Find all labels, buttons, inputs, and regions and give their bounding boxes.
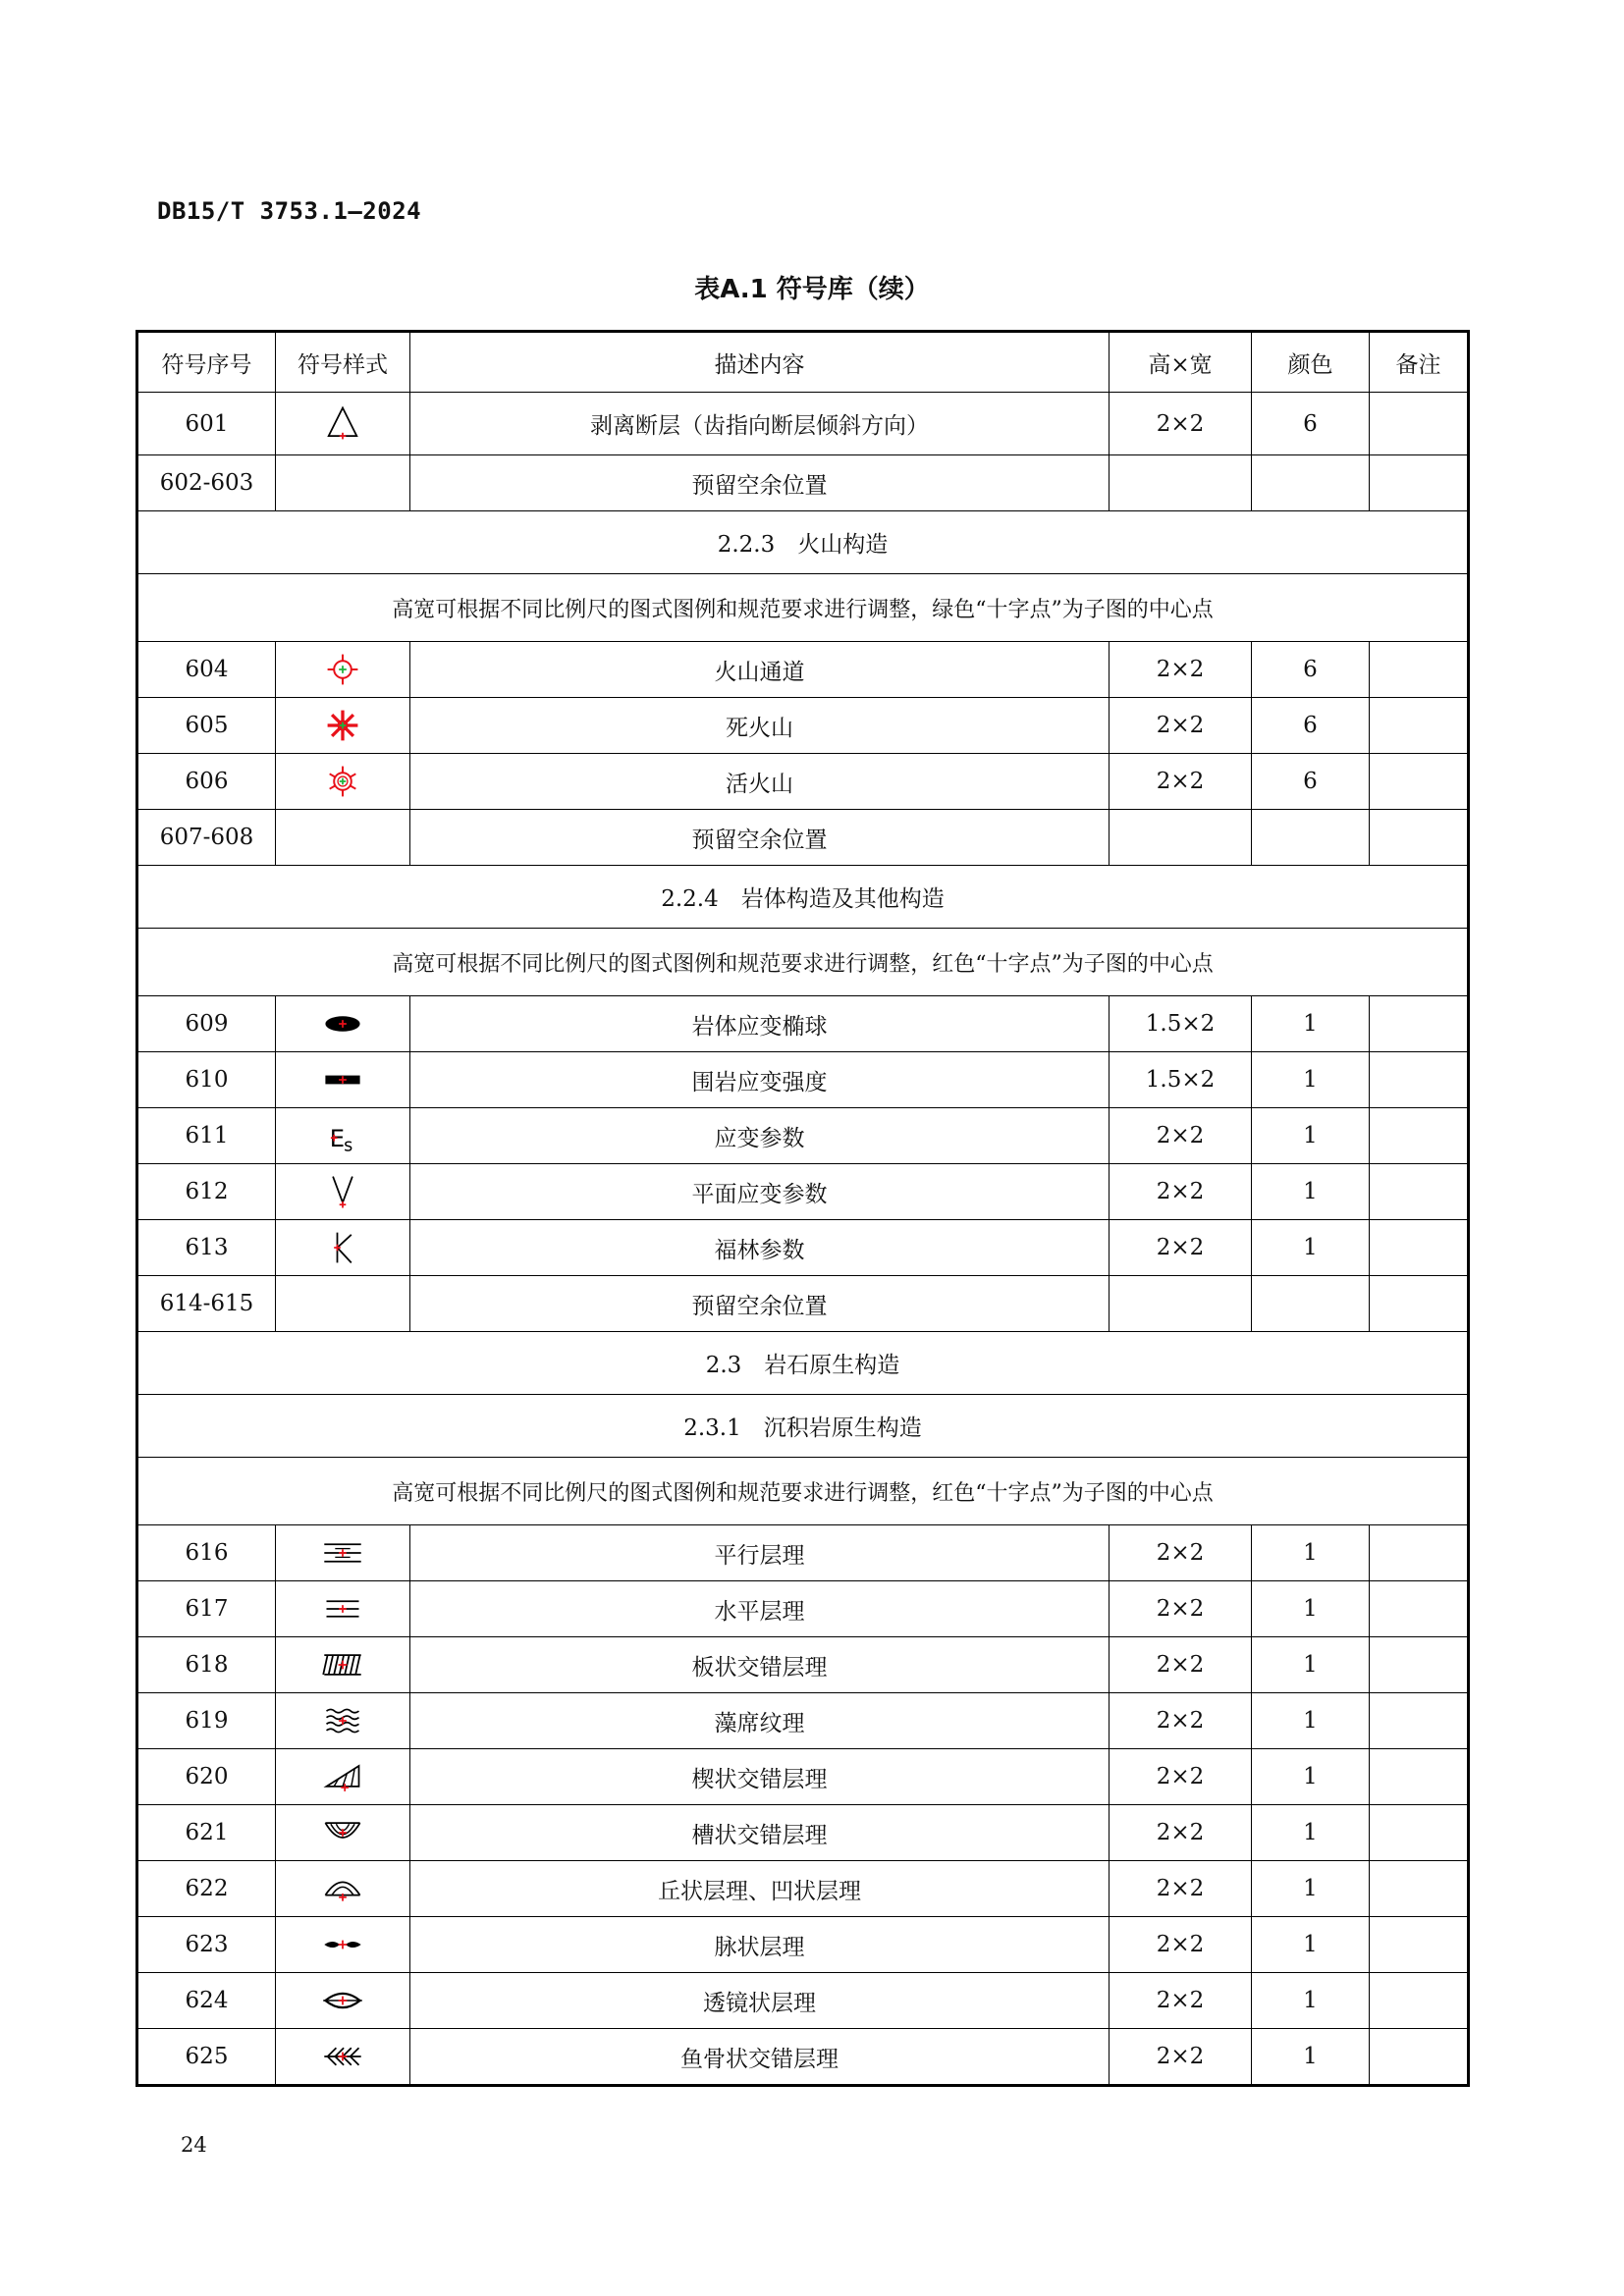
note-row <box>137 929 1469 996</box>
cell-size: 2×2 <box>1110 1861 1252 1917</box>
cell-remark <box>1370 1637 1469 1693</box>
cell-description: 水平层理 <box>410 1581 1110 1637</box>
cell-symbol-id: 622 <box>137 1861 276 1917</box>
cell-remark <box>1370 2029 1469 2086</box>
cell-description: 预留空余位置 <box>410 455 1110 511</box>
note-text: 高宽可根据不同比例尺的图式图例和规范要求进行调整，红色“十字点”为子图的中心点 <box>137 1458 1469 1525</box>
cell-remark <box>1370 1693 1469 1749</box>
section-heading-row <box>137 866 1469 929</box>
cell-color-code <box>1252 810 1370 866</box>
table-row <box>137 1052 1469 1108</box>
table-row <box>137 1861 1469 1917</box>
table-row <box>137 2029 1469 2086</box>
table-row <box>137 455 1469 511</box>
cell-remark <box>1370 1973 1469 2029</box>
cell-color-code: 6 <box>1252 642 1370 698</box>
section-heading-row <box>137 1332 1469 1395</box>
cell-symbol-style <box>276 642 410 698</box>
cell-color-code <box>1252 1276 1370 1332</box>
cell-size: 2×2 <box>1110 1749 1252 1805</box>
cell-size: 2×2 <box>1110 1805 1252 1861</box>
cell-description: 死火山 <box>410 698 1110 754</box>
active-volcano-icon <box>321 760 364 803</box>
svg-text:E: E <box>329 1125 346 1152</box>
table-row <box>137 393 1469 455</box>
cell-description: 藻席纹理 <box>410 1693 1110 1749</box>
table-row <box>137 1581 1469 1637</box>
cell-description: 福林参数 <box>410 1220 1110 1276</box>
note-row <box>137 1458 1469 1525</box>
cell-description: 预留空余位置 <box>410 810 1110 866</box>
col-header-description: 描述内容 <box>410 332 1110 393</box>
cell-size: 2×2 <box>1110 754 1252 810</box>
section-heading: 2.3.1 沉积岩原生构造 <box>137 1395 1469 1458</box>
cell-remark <box>1370 642 1469 698</box>
cell-symbol-id: 625 <box>137 2029 276 2086</box>
cell-remark <box>1370 1805 1469 1861</box>
cell-size: 2×2 <box>1110 1917 1252 1973</box>
cell-color-code: 6 <box>1252 754 1370 810</box>
svg-text:s: s <box>344 1136 353 1156</box>
cell-description: 透镜状层理 <box>410 1973 1110 2029</box>
table-row <box>137 754 1469 810</box>
table-row <box>137 810 1469 866</box>
table-row <box>137 1749 1469 1805</box>
cell-description: 剥离断层（齿指向断层倾斜方向） <box>410 393 1110 455</box>
flinn-parameter-icon <box>321 1226 364 1269</box>
note-text: 高宽可根据不同比例尺的图式图例和规范要求进行调整，红色“十字点”为子图的中心点 <box>137 929 1469 996</box>
cell-symbol-style <box>276 1052 410 1108</box>
cell-description: 围岩应变强度 <box>410 1052 1110 1108</box>
table-body <box>137 393 1469 2086</box>
cell-remark <box>1370 1581 1469 1637</box>
cell-description: 槽状交错层理 <box>410 1805 1110 1861</box>
table-row <box>137 1693 1469 1749</box>
cell-size: 2×2 <box>1110 698 1252 754</box>
cell-description: 楔状交错层理 <box>410 1749 1110 1805</box>
cell-symbol-style <box>276 698 410 754</box>
cell-description: 应变参数 <box>410 1108 1110 1164</box>
strain-parameter-icon <box>321 1114 364 1157</box>
triangle-fault-icon <box>321 402 364 446</box>
horizontal-bedding-icon <box>321 1587 364 1630</box>
plane-strain-icon <box>321 1170 364 1213</box>
cell-size: 2×2 <box>1110 642 1252 698</box>
col-header-id: 符号序号 <box>137 332 276 393</box>
hummocky-bedding-icon <box>321 1867 364 1910</box>
cell-description: 平面应变参数 <box>410 1164 1110 1220</box>
cell-remark <box>1370 1749 1469 1805</box>
cell-description: 鱼骨状交错层理 <box>410 2029 1110 2086</box>
cell-size <box>1110 455 1252 511</box>
cell-symbol-style <box>276 1693 410 1749</box>
cell-color-code: 6 <box>1252 698 1370 754</box>
cell-symbol-style <box>276 996 410 1052</box>
cell-symbol-id: 601 <box>137 393 276 455</box>
cell-symbol-id: 606 <box>137 754 276 810</box>
wallrock-strain-icon <box>321 1058 364 1101</box>
cell-size: 2×2 <box>1110 1220 1252 1276</box>
cell-symbol-id: 617 <box>137 1581 276 1637</box>
note-row <box>137 574 1469 642</box>
table-row <box>137 1637 1469 1693</box>
section-heading: 2.2.3 火山构造 <box>137 511 1469 574</box>
cell-symbol-style <box>276 1276 410 1332</box>
cell-symbol-style <box>276 455 410 511</box>
table-row <box>137 1973 1469 2029</box>
cell-size: 2×2 <box>1110 1581 1252 1637</box>
extinct-volcano-icon <box>321 704 364 747</box>
cell-color-code: 1 <box>1252 1973 1370 2029</box>
table-row <box>137 1805 1469 1861</box>
col-header-style: 符号样式 <box>276 332 410 393</box>
table-header-row <box>137 332 1469 393</box>
cell-symbol-id: 620 <box>137 1749 276 1805</box>
cell-symbol-id: 607-608 <box>137 810 276 866</box>
col-header-size: 高×宽 <box>1110 332 1252 393</box>
cell-size: 2×2 <box>1110 1164 1252 1220</box>
wedge-cross-bedding-icon <box>321 1755 364 1798</box>
cell-symbol-style <box>276 1581 410 1637</box>
cell-symbol-style <box>276 1108 410 1164</box>
table-row <box>137 1108 1469 1164</box>
cell-remark <box>1370 455 1469 511</box>
cell-remark <box>1370 1917 1469 1973</box>
section-heading: 2.3 岩石原生构造 <box>137 1332 1469 1395</box>
cell-symbol-style <box>276 1805 410 1861</box>
cell-color-code: 1 <box>1252 2029 1370 2086</box>
cell-remark <box>1370 1052 1469 1108</box>
table-row <box>137 698 1469 754</box>
cell-color-code: 1 <box>1252 1637 1370 1693</box>
cell-remark <box>1370 698 1469 754</box>
cell-size: 2×2 <box>1110 1108 1252 1164</box>
cell-color-code: 1 <box>1252 1917 1370 1973</box>
cell-size: 2×2 <box>1110 393 1252 455</box>
cell-remark <box>1370 1108 1469 1164</box>
cell-remark <box>1370 1276 1469 1332</box>
cell-remark <box>1370 393 1469 455</box>
cell-symbol-id: 623 <box>137 1917 276 1973</box>
cell-size: 1.5×2 <box>1110 1052 1252 1108</box>
cell-symbol-style <box>276 1861 410 1917</box>
cell-color-code: 6 <box>1252 393 1370 455</box>
cell-remark <box>1370 996 1469 1052</box>
parallel-bedding-icon <box>321 1531 364 1575</box>
cell-symbol-style <box>276 393 410 455</box>
cell-symbol-id: 614-615 <box>137 1276 276 1332</box>
cell-size <box>1110 810 1252 866</box>
cell-description: 板状交错层理 <box>410 1637 1110 1693</box>
cell-description: 火山通道 <box>410 642 1110 698</box>
section-heading: 2.2.4 岩体构造及其他构造 <box>137 866 1469 929</box>
cell-color-code: 1 <box>1252 1693 1370 1749</box>
cell-description: 岩体应变椭球 <box>410 996 1110 1052</box>
page-number: 24 <box>181 2133 207 2157</box>
cell-color-code: 1 <box>1252 996 1370 1052</box>
cell-size: 2×2 <box>1110 1637 1252 1693</box>
symbol-library-table <box>135 330 1470 2087</box>
cell-symbol-style <box>276 1220 410 1276</box>
note-text: 高宽可根据不同比例尺的图式图例和规范要求进行调整，绿色“十字点”为子图的中心点 <box>137 574 1469 642</box>
cell-color-code: 1 <box>1252 1525 1370 1581</box>
cell-symbol-id: 624 <box>137 1973 276 2029</box>
section-heading-row <box>137 511 1469 574</box>
cell-remark <box>1370 754 1469 810</box>
cell-symbol-id: 619 <box>137 1693 276 1749</box>
cell-size: 2×2 <box>1110 1973 1252 2029</box>
table-row <box>137 642 1469 698</box>
cell-color-code: 1 <box>1252 1164 1370 1220</box>
cell-color-code: 1 <box>1252 1052 1370 1108</box>
col-header-remark: 备注 <box>1370 332 1469 393</box>
cell-color-code: 1 <box>1252 1805 1370 1861</box>
cell-remark <box>1370 1164 1469 1220</box>
cell-description: 脉状层理 <box>410 1917 1110 1973</box>
cell-symbol-id: 602-603 <box>137 455 276 511</box>
cell-symbol-id: 621 <box>137 1805 276 1861</box>
cell-description: 平行层理 <box>410 1525 1110 1581</box>
cell-symbol-id: 616 <box>137 1525 276 1581</box>
cell-remark <box>1370 810 1469 866</box>
cell-description: 丘状层理、凹状层理 <box>410 1861 1110 1917</box>
volcanic-vent-icon <box>321 648 364 691</box>
document-code: DB15/T 3753.1—2024 <box>157 197 422 225</box>
tabular-cross-bedding-icon <box>321 1643 364 1686</box>
cell-symbol-id: 609 <box>137 996 276 1052</box>
trough-cross-bedding-icon <box>321 1811 364 1854</box>
table-row <box>137 1917 1469 1973</box>
cell-symbol-style <box>276 2029 410 2086</box>
cell-color-code: 1 <box>1252 1108 1370 1164</box>
cell-color-code: 1 <box>1252 1749 1370 1805</box>
algal-mat-icon <box>321 1699 364 1742</box>
cell-symbol-style <box>276 754 410 810</box>
vein-bedding-icon <box>321 1923 364 1966</box>
cell-symbol-id: 613 <box>137 1220 276 1276</box>
cell-symbol-style <box>276 1164 410 1220</box>
cell-symbol-id: 611 <box>137 1108 276 1164</box>
strain-ellipsoid-icon <box>321 1002 364 1045</box>
cell-size <box>1110 1276 1252 1332</box>
cell-remark <box>1370 1861 1469 1917</box>
cell-symbol-style <box>276 1749 410 1805</box>
table-row <box>137 996 1469 1052</box>
cell-color-code: 1 <box>1252 1861 1370 1917</box>
cell-symbol-id: 612 <box>137 1164 276 1220</box>
cell-size: 2×2 <box>1110 1525 1252 1581</box>
cell-description: 活火山 <box>410 754 1110 810</box>
cell-symbol-id: 610 <box>137 1052 276 1108</box>
table-row <box>137 1220 1469 1276</box>
cell-symbol-style <box>276 1973 410 2029</box>
table-row <box>137 1276 1469 1332</box>
cell-symbol-style <box>276 1917 410 1973</box>
cell-symbol-style <box>276 1637 410 1693</box>
cell-size: 2×2 <box>1110 1693 1252 1749</box>
cell-remark <box>1370 1220 1469 1276</box>
cell-symbol-id: 604 <box>137 642 276 698</box>
cell-color-code <box>1252 455 1370 511</box>
col-header-color: 颜色 <box>1252 332 1370 393</box>
cell-symbol-id: 605 <box>137 698 276 754</box>
cell-color-code: 1 <box>1252 1220 1370 1276</box>
cell-description: 预留空余位置 <box>410 1276 1110 1332</box>
cell-remark <box>1370 1525 1469 1581</box>
section-heading-row <box>137 1395 1469 1458</box>
table-row <box>137 1525 1469 1581</box>
cell-size: 2×2 <box>1110 2029 1252 2086</box>
table-caption: 表A.1 符号库（续） <box>694 275 930 304</box>
herringbone-cross-bedding-icon <box>321 2035 364 2078</box>
cell-symbol-style <box>276 810 410 866</box>
cell-symbol-style <box>276 1525 410 1581</box>
cell-symbol-id: 618 <box>137 1637 276 1693</box>
table-row <box>137 1164 1469 1220</box>
lenticular-bedding-icon <box>321 1979 364 2022</box>
cell-color-code: 1 <box>1252 1581 1370 1637</box>
cell-size: 1.5×2 <box>1110 996 1252 1052</box>
